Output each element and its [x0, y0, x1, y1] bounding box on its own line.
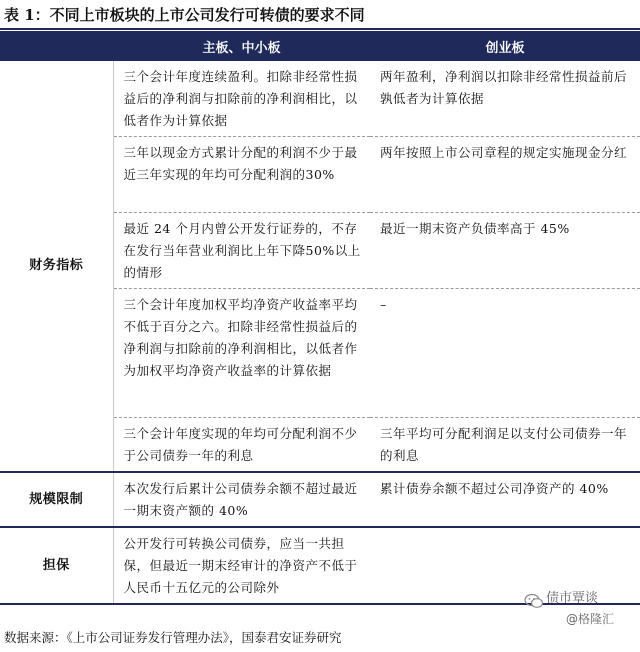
chinext-cell: 三年平均可分配利润足以支付公司债券一年的利息: [370, 418, 640, 473]
watermark-sub: @格隆汇: [566, 612, 615, 626]
main-board-cell: 三个会计年度加权平均净资产收益率平均不低于百分之六。扣除非经常性损益后的净利润与扣除前的净利润相比，以低者作为加权平均净资产收益率的计算依据: [113, 289, 370, 418]
table-row: [0, 61, 640, 137]
requirements-table: [0, 31, 640, 605]
table-header-row: [0, 31, 640, 61]
main-board-cell: 最近 24 个月内曾公开发行证券的，不存在发行当年营业利润比上年下降50%以上的情形: [113, 213, 370, 289]
table-row: [0, 472, 640, 527]
category-guarantee: 担保: [0, 527, 113, 604]
header-category: [0, 31, 113, 61]
watermark-name: 债市覃谈: [546, 591, 599, 606]
table-title: 表 1：不同上市板块的上市公司发行可转债的要求不同: [4, 6, 365, 24]
wechat-icon: [524, 593, 544, 609]
chinext-cell: 累计债券余额不超过公司净资产的 40%: [370, 472, 640, 527]
chinext-cell: –: [370, 289, 640, 418]
chinext-cell: 两年按照上市公司章程的规定实施现金分红: [370, 137, 640, 213]
header-chinext: 创业板: [370, 31, 640, 61]
category-financial: 财务指标: [0, 61, 113, 472]
chinext-cell: 最近一期末资产负债率高于 45%: [370, 213, 640, 289]
main-board-cell: 三年以现金方式累计分配的利润不少于最近三年实现的年均可分配利润的30%: [113, 137, 370, 213]
source-note: 数据来源：《上市公司证券发行管理办法》，国泰君安证券研究: [4, 630, 342, 645]
header-main-board: 主板、中小板: [113, 31, 370, 61]
category-scale: 规模限制: [0, 472, 113, 527]
main-board-cell: 本次发行后累计公司债券余额不超过最近一期末资产额的 40%: [113, 472, 370, 527]
chinext-cell: 两年盈利，净利润以扣除非经常性损益前后孰低者为计算依据: [370, 61, 640, 137]
watermark: [524, 590, 634, 634]
main-board-cell: 公开发行可转换公司债券，应当一共担保，但最近一期末经审计的净资产不低于人民币十五亿元的公司除外: [113, 527, 370, 604]
title-rule: [0, 28, 640, 30]
main-board-cell: 三个会计年度实现的年均可分配利润不少于公司债券一年的利息: [113, 418, 370, 473]
main-board-cell: 三个会计年度连续盈利。扣除非经常性损益后的净利润与扣除前的净利润相比，以低者作为计算依据: [113, 61, 370, 137]
